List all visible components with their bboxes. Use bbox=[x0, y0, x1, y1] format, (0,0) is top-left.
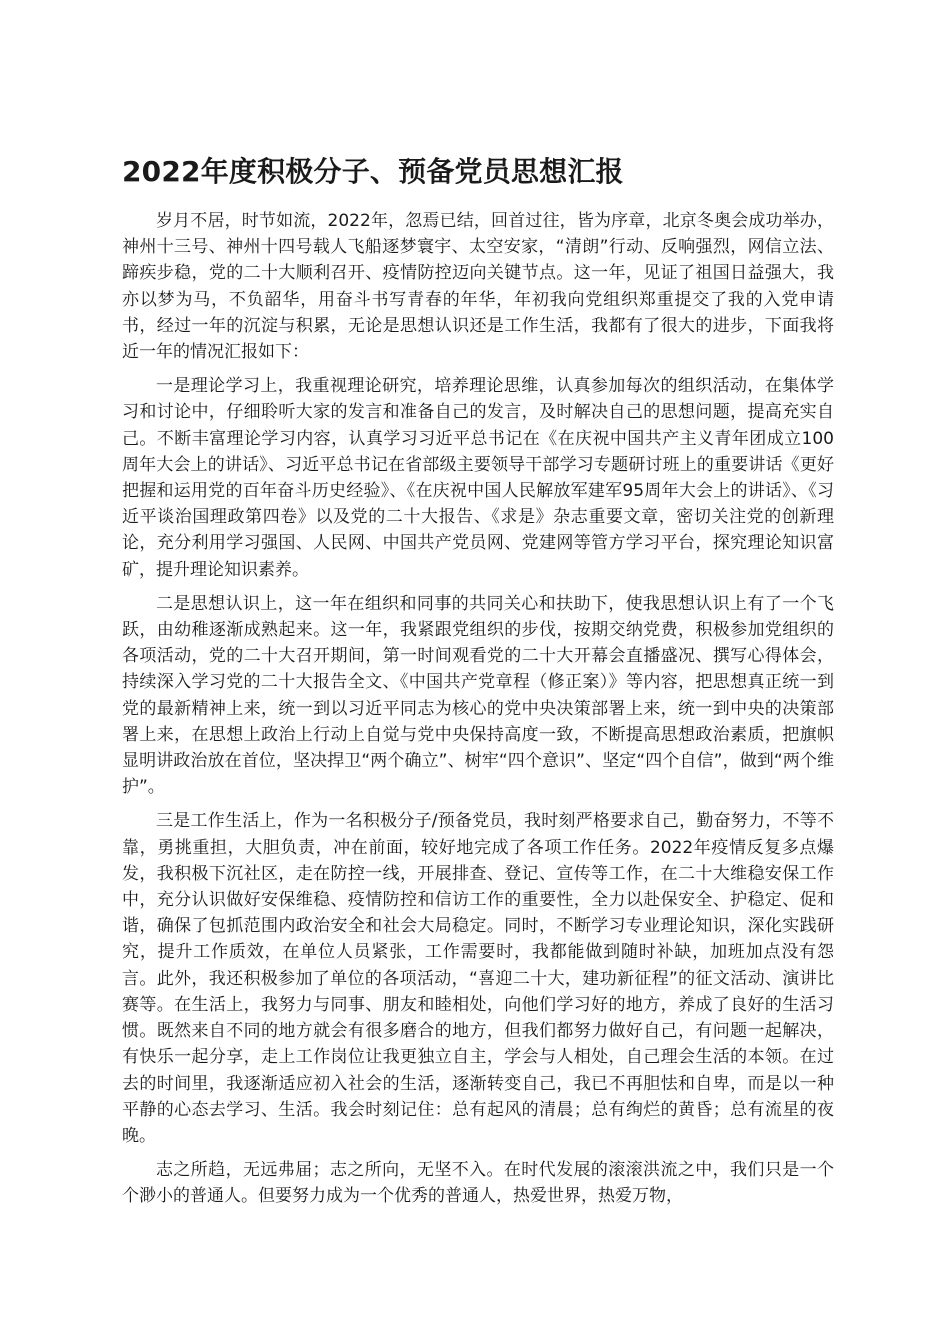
intro-paragraph: 岁月不居，时节如流，2022年，忽焉已结，回首过往，皆为序章，北京冬奥会成功举办，神州十三号、神州十四号载人飞船逐梦寰宇、太空安家，“清朗”行动、反响强烈，网信立法、蹄疾步稳，党的二十大顺利召开、疫情防控迈向关键节点。这一年，见证了祖国日益强大，我亦以梦为马，不负韶华，用奋斗书写青春的年华，年初我向党组织郑重提交了我的入党申请书，经过一年的沉淀与积累，无论是思想认识还是工作生活，我都有了很大的进步，下面我将近一年的情况汇报如下： bbox=[122, 211, 834, 363]
document-title: 2022年度积极分子、预备党员思想汇报 bbox=[122, 155, 624, 188]
closing-paragraph: 志之所趋，无远弗届；志之所向，无坚不入。在时代发展的滚滚洪流之中，我们只是一个个渺小的普通人。但要努力成为一个优秀的普通人，热爱世界，热爱万物， bbox=[122, 1160, 834, 1207]
theory-study-paragraph: 一是理论学习上，我重视理论研究，培养理论思维，认真参加每次的组织活动，在集体学习和讨论中，仔细聆听大家的发言和准备自己的发言，及时解决自己的思想问题，提高充实自己。不断丰富理论学习内容，认真学习习近平总书记在《在庆祝中国共产主义青年团成立100周年大会上的讲话》、习近平总书记在省部级主要领导干部学习专题研讨班上的重要讲话《更好把握和运用党的百年奋斗历史经验》、《在庆祝中国人民解放军建军95周年大会上的讲话》、《习近平谈治国理政第四卷》以及党的二十大报告、《求是》杂志重要文章，密切关注党的创新理论，充分利用学习强国、人民网、中国共产党员网、党建网等管方学习平台，探究理论知识富矿，提升理论知识素养。 bbox=[122, 376, 834, 580]
ideological-understanding-paragraph: 二是思想认识上，这一年在组织和同事的共同关心和扶助下，使我思想认识上有了一个飞跃，由幼稚逐渐成熟起来。这一年，我紧跟党组织的步伐，按期交纳党费，积极参加党组织的各项活动，党的二十大召开期间，第一时间观看党的二十大开幕会直播盛况、撰写心得体会，持续深入学习党的二十大报告全文、《中国共产党章程（修正案）》等内容，把思想真正统一到党的最新精神上来，统一到以习近平同志为核心的党中央决策部署上来，统一到中央的决策部署上来，在思想上政治上行动上自觉与党中央保持高度一致，不断提高思想政治素质，把旗帜显明讲政治放在首位，坚决捍卫“两个确立”、树牢“四个意识”、坚定“四个自信”，做到“两个维护”。 bbox=[122, 593, 834, 798]
document-page bbox=[122, 150, 834, 1218]
work-life-paragraph: 三是工作生活上，作为一名积极分子/预备党员，我时刻严格要求自己，勤奋努力，不等不靠，勇挑重担，大胆负责，冲在前面，较好地完成了各项工作任务。2022年疫情反复多点爆发，我积极下沉社区，走在防控一线，开展排查、登记、宣传等工作，在二十大维稳安保工作中，充分认识做好安保维稳、疫情防控和信访工作的重要性，全力以赴保安全、护稳定、促和谐，确保了包抓范围内政治安全和社会大局稳定。同时，不断学习专业理论知识，深化实践研究，提升工作质效，在单位人员紧张，工作需要时，我都能做到随时补缺，加班加点没有怨言。此外，我还积极参加了单位的各项活动，“喜迎二十大，建功新征程”的征文活动、演讲比赛等。在生活上，我努力与同事、朋友和睦相处，向他们学习好的地方，养成了良好的生活习惯。既然来自不同的地方就会有很多磨合的地方，但我们都努力做好自己，有问题一起解决，有快乐一起分享，走上工作岗位让我更独立自主，学会与人相处，自己理会生活的本领。在过去的时间里，我逐渐适应初入社会的生活，逐渐转变自己，我已不再胆怯和自卑，而是以一种平静的心态去学习、生活。我会时刻记住：总有起风的清晨；总有绚烂的黄昏；总有流星的夜晚。 bbox=[122, 811, 834, 1146]
